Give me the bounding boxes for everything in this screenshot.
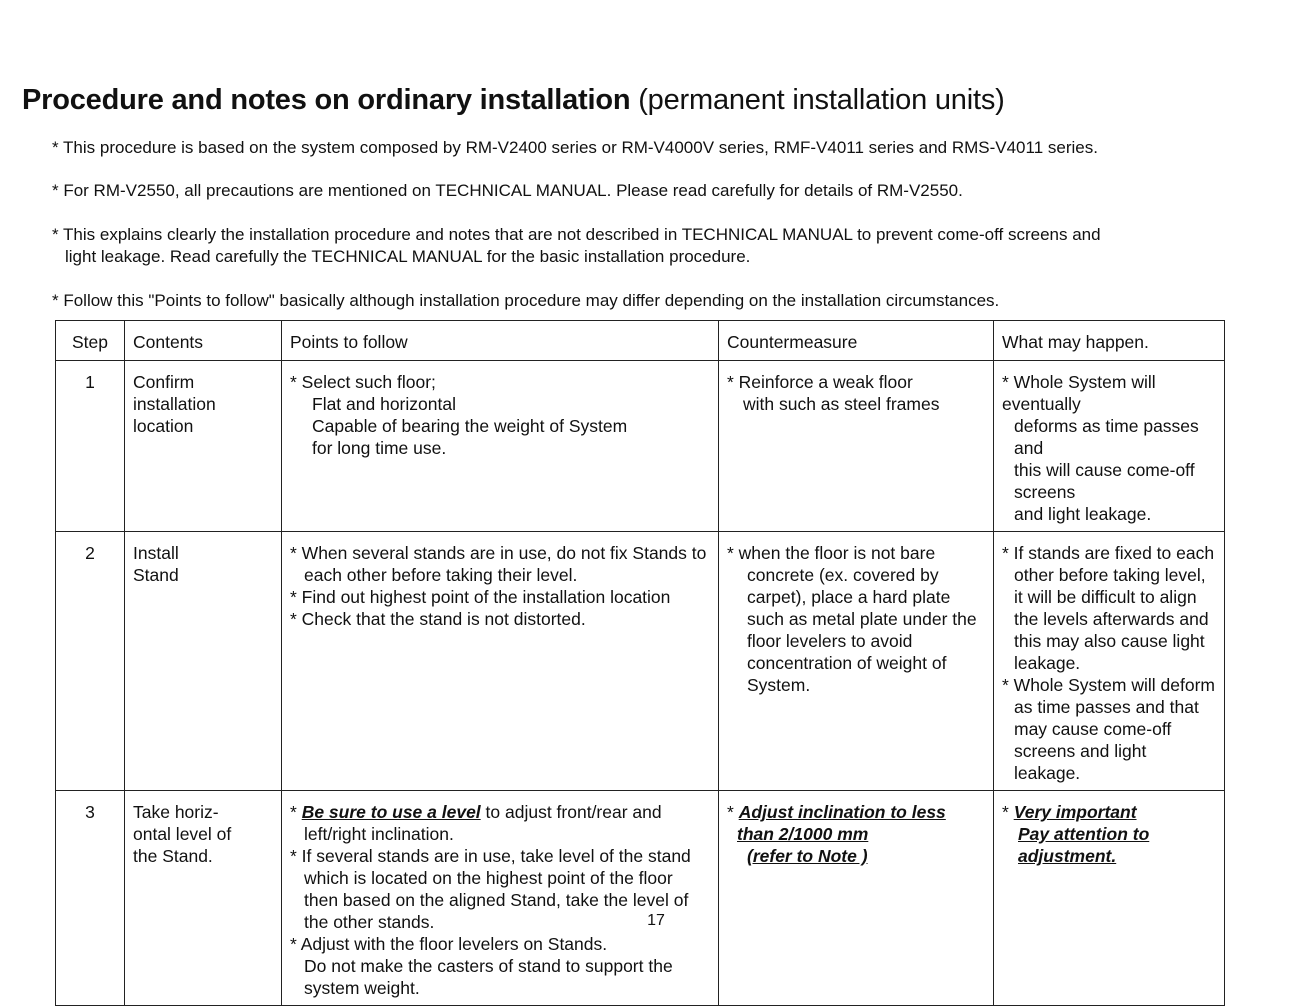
procedure-table [55,320,1225,1006]
step-number: 3 [56,791,125,1006]
contents-line: location [133,416,194,436]
table-header-row [56,321,1225,361]
points-sub: Capable of bearing the weight of System [312,416,628,436]
header-what-may-happen: What may happen. [994,321,1225,361]
points-item: * Be sure to use a level to adjust front/rear and left/right inclination. [290,802,662,844]
contents-cell [125,791,282,1006]
note-3-line-1: * This explains clearly the installation procedure and notes that are not described in TECHNICAL MANUAL to prevent come-off screens and [52,225,1101,244]
countermeasure-cell [719,532,994,791]
note-1: * This procedure is based on the system composed by RM-V2400 series or RM-V4000V series, RMF-V4011 series and RMS-V4011 series. [52,138,1098,157]
what-line [1002,823,1216,867]
contents-cell [125,532,282,791]
emphasis-text: Be sure to use a level [301,802,481,822]
what-item: * Whole System will deform as time passes and that may cause come-off screens and light leakage. [1002,675,1215,783]
header-contents: Contents [125,321,282,361]
note-3-line-2: light leakage. Read carefully the TECHNICAL MANUAL for the basic installation procedure. [65,247,751,266]
emphasis-text: Adjust inclination to less [738,802,946,822]
header-points: Points to follow [282,321,719,361]
step-number: 2 [56,532,125,791]
table-row [56,532,1225,791]
what-line: deforms as time passes and [1014,416,1199,458]
what-may-happen-cell [994,361,1225,532]
contents-line: Stand [133,565,179,585]
points-cell [282,791,719,1006]
points-item: * When several stands are in use, do not fix Stands to each other before taking their level. [290,543,707,585]
header-countermeasure: Countermeasure [719,321,994,361]
countermeasure-line: * Reinforce a weak floor [727,372,913,392]
note-2: * For RM-V2550, all precautions are mentioned on TECHNICAL MANUAL. Please read carefully for details of RM-V2550. [52,181,963,200]
what-item: * If stands are fixed to each other before taking level, it will be difficult to align the levels afterwards and this may also cause light leakage. [1002,543,1215,673]
points-item: * Find out highest point of the installation location [290,587,671,607]
points-cell [282,532,719,791]
table-row [56,791,1225,1006]
what-line: this will cause come-off screens [1014,460,1195,502]
points-sub: for long time use. [312,438,447,458]
countermeasure-line: with such as steel frames [743,394,940,414]
points-text: to adjust front/rear and left/right inclination. [304,802,662,844]
emphasis-text: Pay attention to adjustment. [1018,824,1150,866]
title-bold: Procedure and notes on ordinary installation [22,84,631,116]
contents-cell [125,361,282,532]
contents-line: installation [133,394,216,414]
page-number: 17 [647,912,665,929]
countermeasure-item: * when the floor is not bare concrete (ex. covered by carpet), place a hard plate such as metal plate under the floor levelers to avoid concentration of weight of System. [727,543,977,695]
what-line: * Very important [1002,802,1137,822]
countermeasure-cell [719,361,994,532]
contents-line: the Stand. [133,846,213,866]
note-3 [52,224,1232,268]
points-cell [282,361,719,532]
what-line: * Whole System will eventually [1002,372,1156,414]
points-item: * If several stands are in use, take level of the stand which is located on the highest point of the floor then based on the aligned Stand, take the level of the other stands. [290,846,691,932]
emphasis-text: Very important [1013,802,1137,822]
table-row [56,361,1225,532]
contents-line: Install [133,543,179,563]
header-step: Step [56,321,125,361]
contents-line: Take horiz- [133,802,219,822]
page-title [22,84,1005,117]
step-number: 1 [56,361,125,532]
points-item: * Adjust with the floor levelers on Stands. [290,934,608,954]
title-subtitle: (permanent installation units) [630,84,1005,116]
emphasis-text: than 2/1000 mm [737,824,869,844]
what-may-happen-cell [994,532,1225,791]
countermeasure-line [727,823,985,845]
note-4: * Follow this "Points to follow" basically although installation procedure may differ depending on the installation circumstances. [52,291,1000,310]
countermeasure-cell [719,791,994,1006]
points-item: Do not make the casters of stand to support the system weight. [304,956,673,998]
what-line: and light leakage. [1014,504,1152,524]
countermeasure-line [727,845,985,867]
points-item: * Check that the stand is not distorted. [290,609,586,629]
contents-line: ontal level of [133,824,232,844]
points-sub: Flat and horizontal [312,394,456,414]
points-lead: * Select such floor; [290,372,436,392]
what-may-happen-cell [994,791,1225,1006]
countermeasure-line: * Adjust inclination to less [727,802,946,822]
emphasis-text: (refer to Note ) [747,846,868,866]
contents-line: Confirm [133,372,195,392]
